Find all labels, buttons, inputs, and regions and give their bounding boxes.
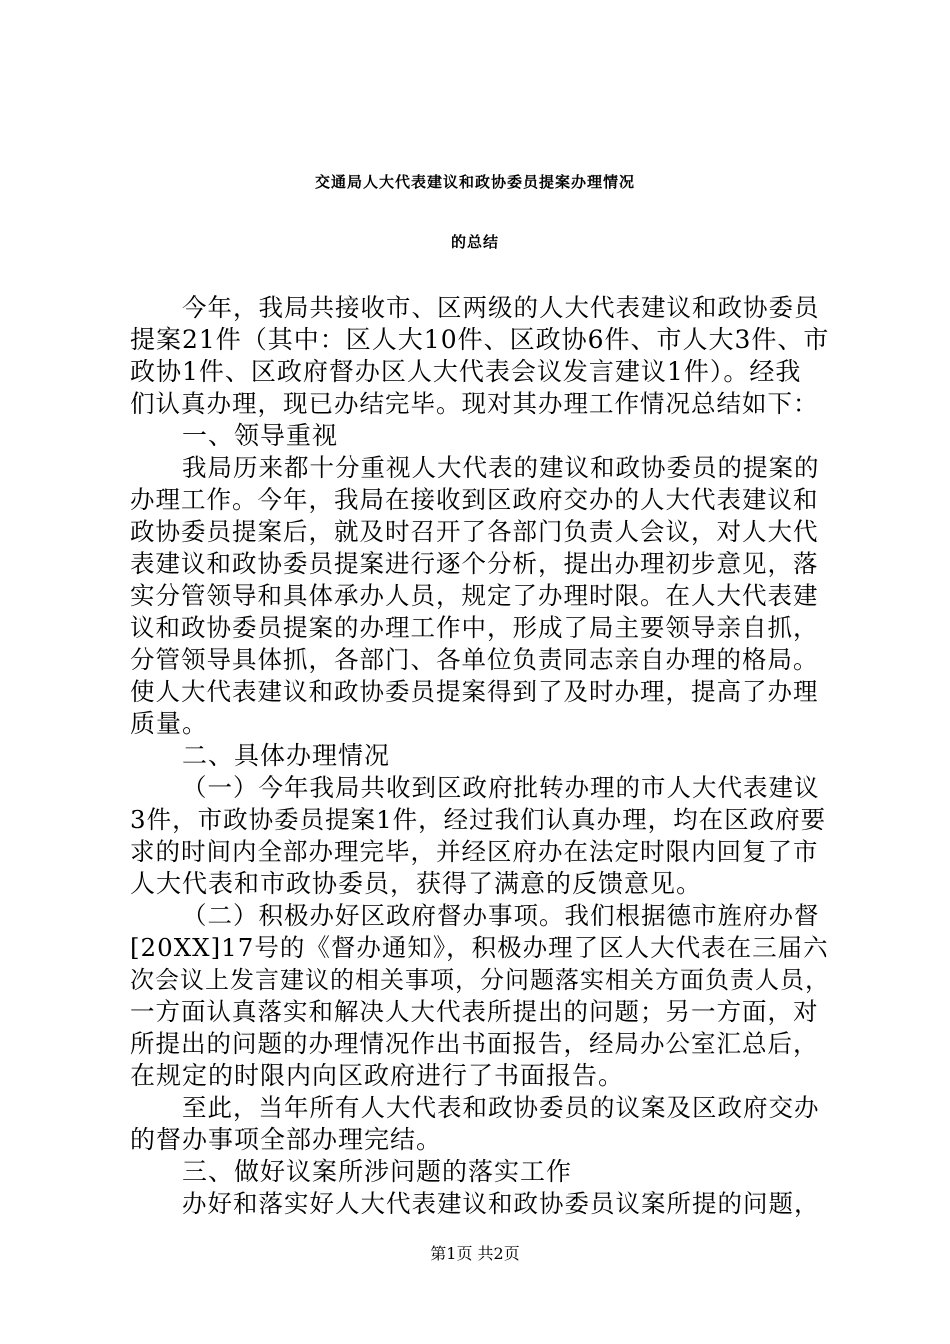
paragraph-line: 今年，我局共接收市、区两级的人大代表建议和政协委员 (182, 293, 820, 322)
paragraph-line: 我局历来都十分重视人大代表的建议和政协委员的提案的 (182, 453, 820, 482)
paragraph-line: 提案21件（其中：区人大10件、区政协6件、市人大3件、市 (130, 325, 830, 354)
document-title-line-1: 交通局人大代表建议和政协委员提案办理情况 (314, 173, 635, 191)
paragraph-line: （二）积极办好区政府督办事项。我们根据德市旌府办督 (182, 901, 820, 930)
paragraph-line: 3件，市政协委员提案1件，经过我们认真办理，均在区政府要 (130, 805, 827, 834)
paragraph-line: 们认真办理，现已办结完毕。现对其办理工作情况总结如下： (130, 389, 819, 418)
paragraph-line: 所提出的问题的办理情况作出书面报告，经局办公室汇总后， (130, 1029, 819, 1058)
paragraph-line: 求的时间内全部办理完毕，并经区府办在法定时限内回复了市 (130, 837, 819, 866)
paragraph-line: 分管领导具体抓，各部门、各单位负责同志亲自办理的格局。 (130, 645, 819, 674)
section-heading: 二、具体办理情况 (182, 741, 391, 770)
paragraph-line: 一方面认真落实和解决人大代表所提出的问题；另一方面，对 (130, 997, 819, 1026)
paragraph-line: [20XX]17号的《督办通知》，积极办理了区人大代表在三届六 (130, 933, 829, 962)
paragraph-line: 至此，当年所有人大代表和政协委员的议案及区政府交办 (182, 1093, 820, 1122)
paragraph-line: 在规定的时限内向区政府进行了书面报告。 (130, 1061, 625, 1090)
page-number-footer: 第1页 共2页 (430, 1244, 520, 1263)
paragraph-line: 政协1件、区政府督办区人大代表会议发言建议1件）。经我 (130, 357, 802, 386)
paragraph-line: 质量。 (130, 709, 209, 738)
paragraph-line: 实分管领导和具体承办人员，规定了办理时限。在人大代表建 (130, 581, 819, 610)
section-heading: 三、做好议案所涉问题的落实工作 (182, 1157, 573, 1186)
paragraph-line: 办好和落实好人大代表建议和政协委员议案所提的问题， (182, 1189, 820, 1218)
paragraph-line: 次会议上发言建议的相关事项，分问题落实相关方面负责人员， (130, 966, 830, 994)
paragraph-line: 议和政协委员提案的办理工作中，形成了局主要领导亲自抓， (130, 613, 819, 642)
paragraph-line: 使人大代表建议和政协委员提案得到了及时办理，提高了办理 (130, 677, 819, 706)
paragraph-line: 政协委员提案后，就及时召开了各部门负责人会议，对人大代 (130, 517, 819, 546)
paragraph-line: 的督办事项全部办理完结。 (130, 1125, 443, 1154)
paragraph-line: 表建议和政协委员提案进行逐个分析，提出办理初步意见，落 (130, 549, 819, 578)
paragraph-line: 办理工作。今年，我局在接收到区政府交办的人大代表建议和 (130, 485, 819, 514)
section-heading: 一、领导重视 (182, 421, 339, 450)
document-title-line-2: 的总结 (450, 233, 499, 251)
paragraph-line: （一）今年我局共收到区政府批转办理的市人大代表建议 (182, 773, 820, 802)
paragraph-line: 人大代表和市政协委员，获得了满意的反馈意见。 (130, 869, 703, 898)
